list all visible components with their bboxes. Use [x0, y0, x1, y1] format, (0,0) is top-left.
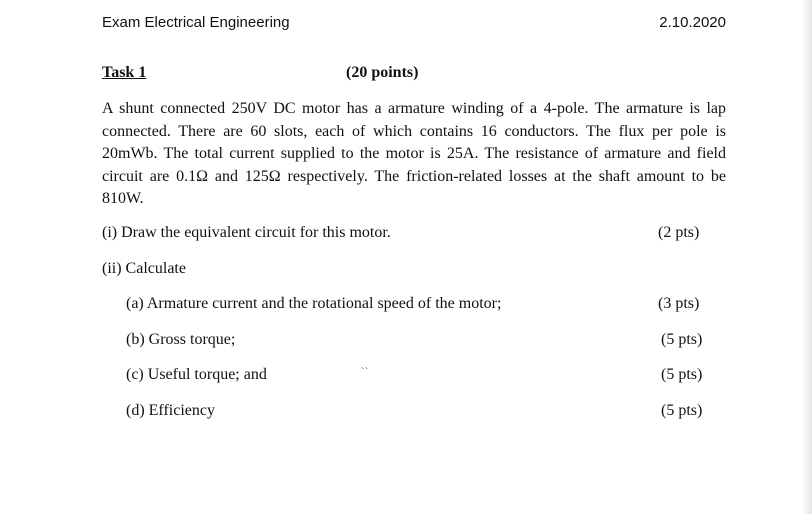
subquestion-d: (d) Efficiency — [126, 402, 215, 419]
exam-date: 2.10.2020 — [659, 14, 726, 31]
subquestion-a: (a) Armature current and the rotational speed of the motor; — [126, 295, 502, 312]
task-points: (20 points) — [346, 64, 419, 81]
task-description: A shunt connected 250V DC motor has a armature winding of a 4-pole. The armature is lap connected. There are 60 slots, each of which contains 16 conductors. The flux per pole is 20mWb. The total current supplied to the motor is 25A. The resistance of armature and field circuit are 0.1Ω and 125Ω respectively. The friction-related losses at the shaft amount to be 810W. — [102, 100, 726, 207]
question-i: (i) Draw the equivalent circuit for this motor. — [102, 224, 391, 241]
subquestion-c-points: (5 pts) — [661, 366, 703, 383]
subquestion-a-points: (3 pts) — [658, 295, 700, 312]
task-title: Task 1 — [102, 64, 147, 81]
subquestion-d-points: (5 pts) — [661, 402, 703, 419]
question-i-points: (2 pts) — [658, 224, 700, 241]
subquestion-c: (c) Useful torque; and — [126, 366, 267, 383]
exam-title: Exam Electrical Engineering — [102, 14, 290, 31]
subquestion-b: (b) Gross torque; — [126, 331, 236, 348]
subquestion-b-points: (5 pts) — [661, 331, 703, 348]
page-edge-shadow — [802, 0, 812, 514]
stray-mark: ˋˋ — [361, 366, 369, 378]
question-ii: (ii) Calculate — [102, 260, 186, 277]
